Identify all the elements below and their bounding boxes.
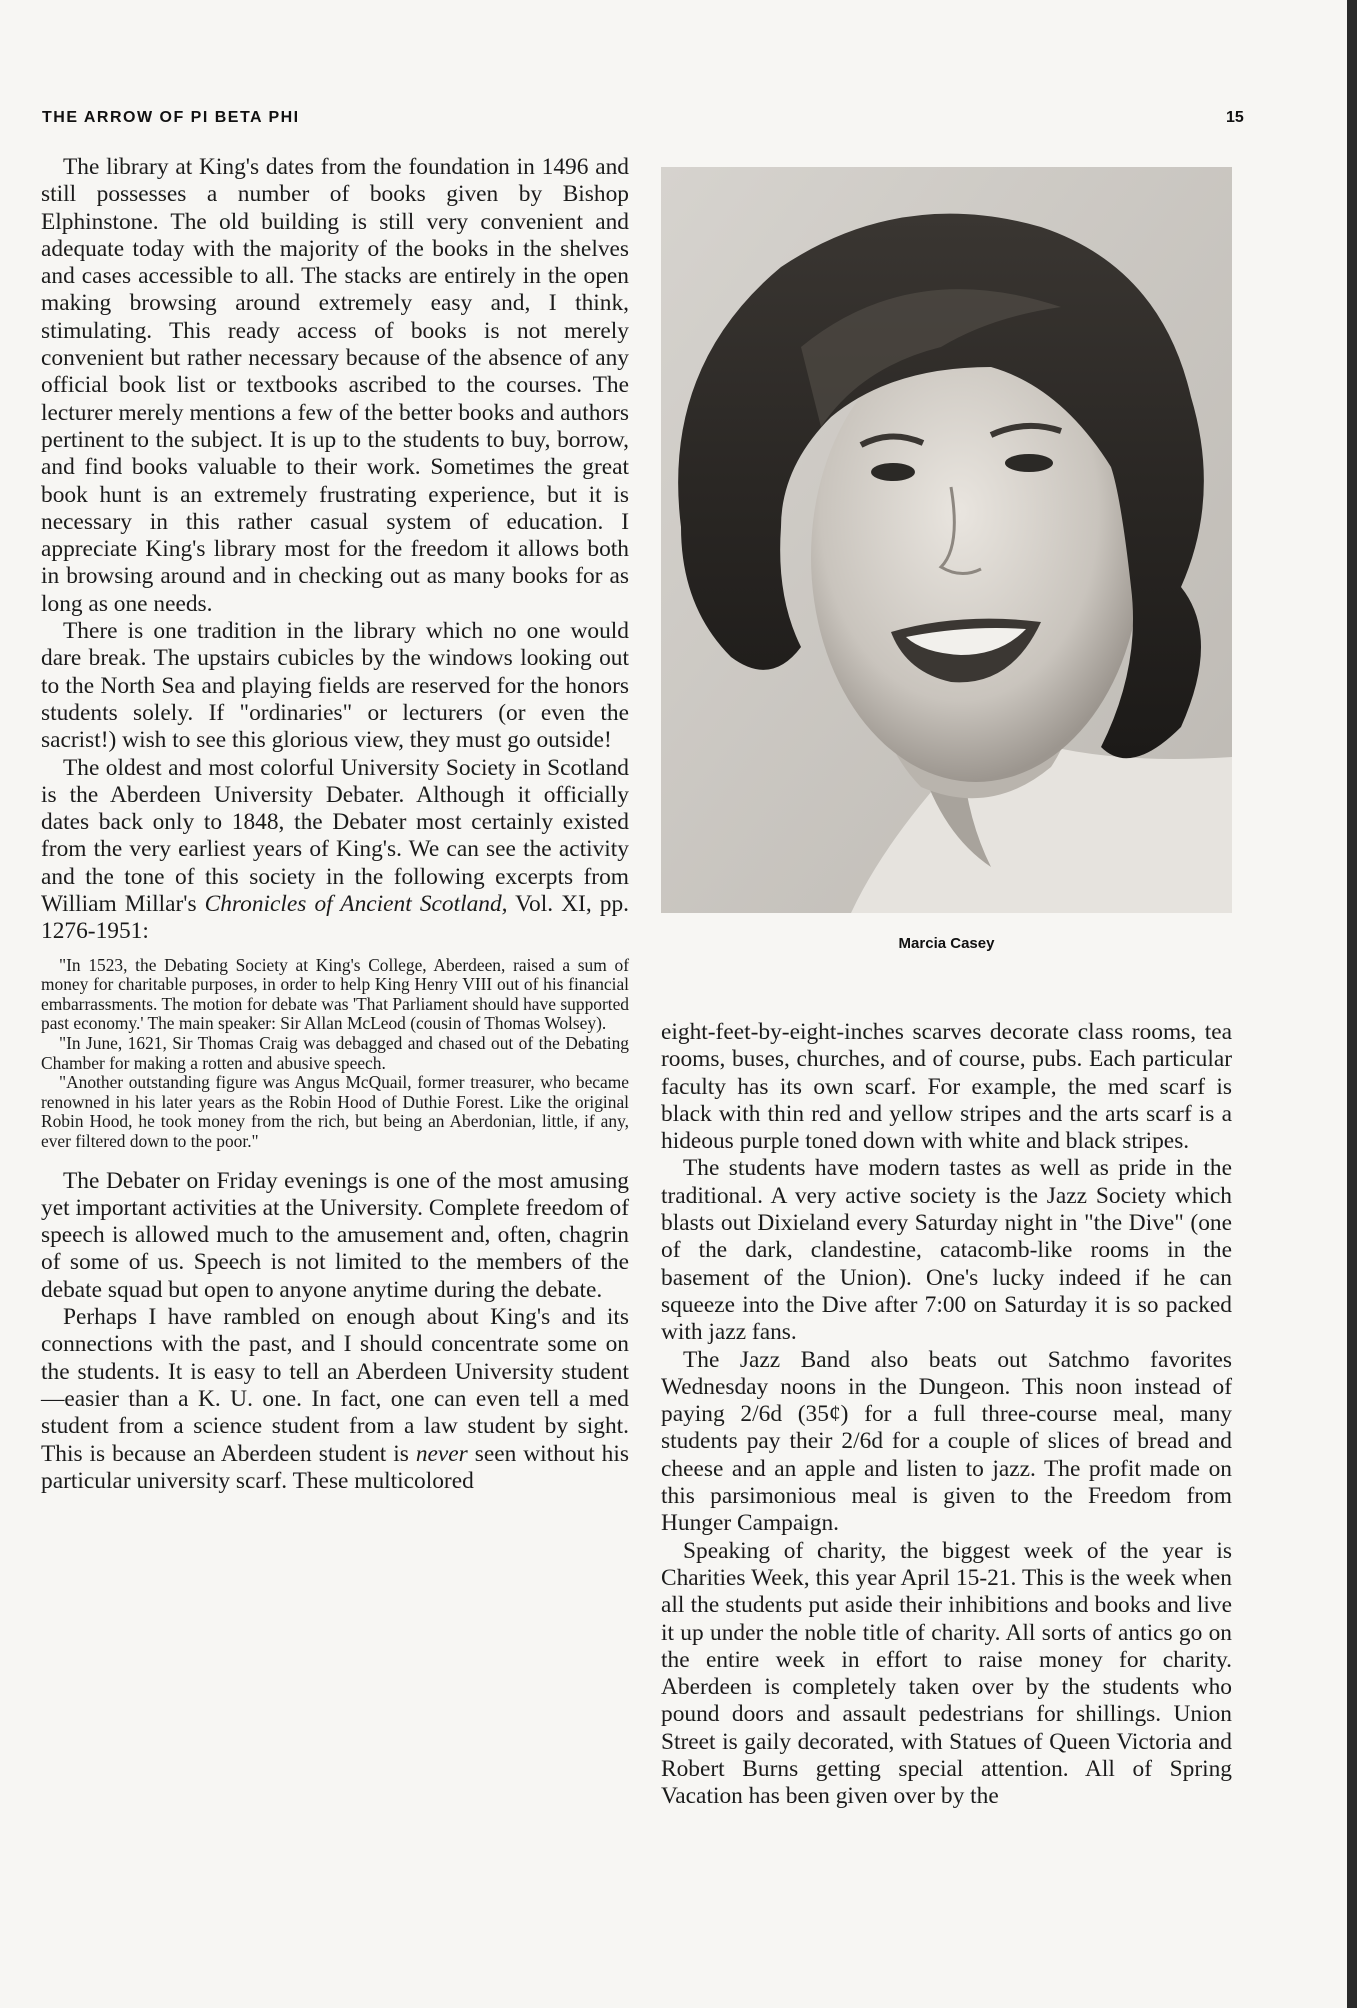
quote-1621: "In June, 1621, Sir Thomas Craig was debagged and chased out of the Debating Chamber for making a rotten and abusive speech. <box>41 1032 629 1073</box>
left-column <box>41 154 629 1495</box>
page-number: 15 <box>1226 109 1244 126</box>
students-text-end: seen without his particular university scarf. These multicolored <box>41 1440 629 1494</box>
paragraph-tradition: There is one tradition in the library which no one would dare break. The upstairs cubicles by the windows looking out to the North Sea and playing fields are reserved for the honors students solely. If "ordinaries" or lecturers (or even the sacrist!) wish to see this glorious view, they must go outside! <box>41 618 629 754</box>
portrait-illustration <box>661 167 1232 913</box>
page-edge <box>1347 0 1357 2008</box>
paragraph-debater <box>41 755 629 946</box>
paragraph-students <box>41 1304 629 1495</box>
paragraph-jazz-band: The Jazz Band also beats out Satchmo favorites Wednesday noons in the Dungeon. This noon instead of paying 2/6d (35¢) for a full three-course meal, many students pay their 2/6d for a couple of slices of bread and cheese and an apple and listen to jazz. The profit made on this parsimonious meal is given to the Freedom from Hunger Campaign. <box>661 1346 1232 1537</box>
right-column <box>661 1019 1232 1811</box>
students-text-start: Perhaps I have rambled on enough about King's and its connections with the past, and I should concentrate some on the students. It is easy to tell an Aberdeen University student—easier than a K. U. one. In fact, one can even tell a med student from a science student from a law student by sight. This is because an Aberdeen student is <box>41 1304 629 1467</box>
debater-text-end: Vol. XI, pp. 1276-1951: <box>41 891 629 945</box>
quote-mcquail: "Another outstanding figure was Angus McQuail, former treasurer, who became renowned in his later years as the Robin Hood of Duthie Forest. Like the original Robin Hood, he took money from the rich, but being an Aberdonian, little, if any, ever filtered down to the poor." <box>41 1072 629 1151</box>
paragraph-library: The library at King's dates from the foundation in 1496 and still possesses a number of books given by Bishop Elphinstone. The old building is still very convenient and adequate today with the majority of the books in the shelves and cases accessible to all. The stacks are entirely in the open making browsing around extremely easy and, I think, stimulating. This ready access of books is not merely convenient but rather necessary because of the absence of any official book list or textbooks ascribed to the courses. The lecturer merely mentions a few of the better books and authors pertinent to the subject. It is up to the students to buy, borrow, and find books valuable to their work. Sometimes the great book hunt is an extremely frustrating experience, but it is necessary in this rather casual system of education. I appreciate King's library most for the freedom it allows both in browsing around and in checking out as many books for as long as one needs. <box>41 154 629 617</box>
book-title-italic: Chronicles of Ancient Scotland, <box>204 891 508 918</box>
paragraph-friday-debater: The Debater on Friday evenings is one of the most amusing yet important activities at the University. Complete freedom of speech is allowed much to the amusement and, often, chagrin of some of us. Speech is not limited to the members of the debate squad but open to anyone anytime during the debate. <box>41 1167 629 1303</box>
never-italic: never <box>415 1440 468 1467</box>
portrait-photo <box>661 167 1232 913</box>
paragraph-jazz-society: The students have modern tastes as well as pride in the traditional. A very active society is the Jazz Society which blasts out Dixieland every Saturday night in "the Dive" (one of the dark, clandestine, catacomb-like rooms in the basement of the Union). One's lucky indeed if he can squeeze into the Dive after 7:00 on Saturday it is so packed with jazz fans. <box>661 1155 1232 1346</box>
photo-caption: Marcia Casey <box>898 935 995 952</box>
debater-text-start: The oldest and most colorful University Society in Scotland is the Aberdeen University Debater. Although it officially dates back only to 1848, the Debater most certainly existed from the very earliest years of King's. We can see the activity and the tone of this society in the following excerpts from William Millar's <box>41 754 629 918</box>
paragraph-charities-week: Speaking of charity, the biggest week of the year is Charities Week, this year April 15-21. This is the week when all the students put aside their inhibitions and books and live it up under the noble title of charity. All sorts of antics go on the entire week in effort to raise money for charity. Aberdeen is completely taken over by the students who pound doors and assault pedestrians for shillings. Union Street is gaily decorated, with Statues of Queen Victoria and Robert Burns getting special attention. All of Spring Vacation has been given over by the <box>661 1537 1232 1810</box>
quote-1523: "In 1523, the Debating Society at King's College, Aberdeen, raised a sum of money for charitable purposes, in order to help King Henry VIII out of his financial embarrassments. The motion for debate was 'That Parliament should have supported past economy.' The main speaker: Sir Allan McLeod (cousin of Thomas Wolsey). <box>41 954 629 1034</box>
journal-title: THE ARROW OF PI BETA PHI <box>42 109 300 126</box>
paragraph-scarves: eight-feet-by-eight-inches scarves decorate class rooms, tea rooms, buses, churches, and of course, pubs. Each particular faculty has its own scarf. For example, the med scarf is black with thin red and yellow stripes and the arts scarf is a hideous purple toned down with white and black stripes. <box>661 1019 1232 1155</box>
